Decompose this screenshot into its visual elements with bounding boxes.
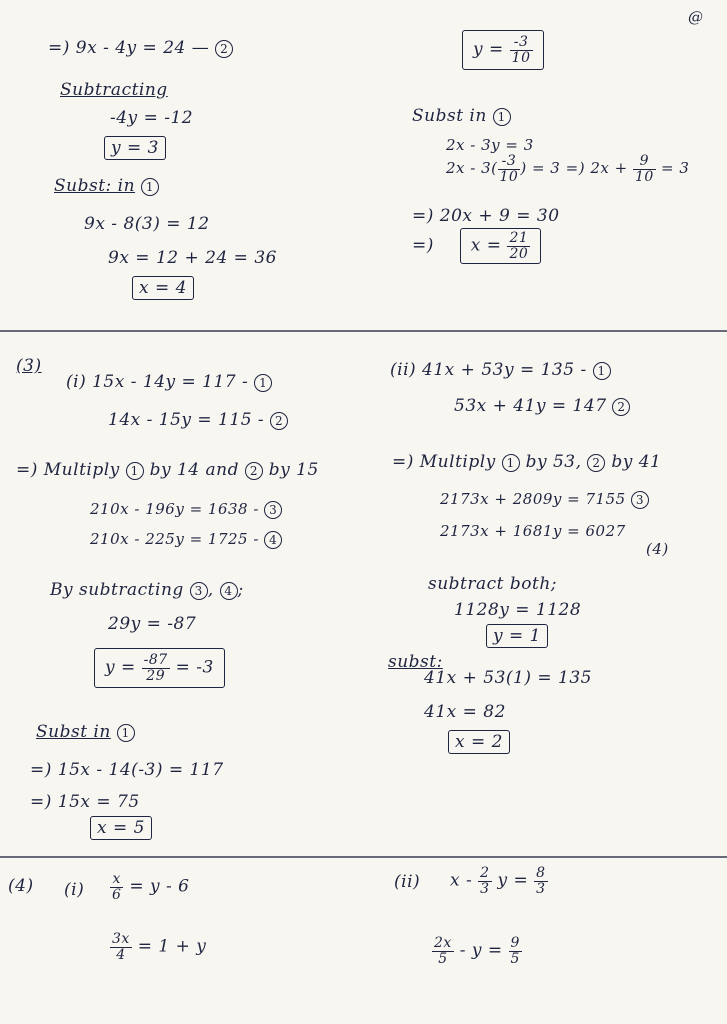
eq-label-circle: 2	[587, 454, 605, 472]
q4-eq-d: $\frac{2x}{5}$ - y = $\frac{9}{5}$	[434, 935, 520, 967]
q3-multiply: =) Multiply 1 by 14 and 2 by 15	[16, 460, 319, 480]
q4-eq-b: $\frac{3x}{4}$ = 1 + y	[112, 931, 207, 963]
tr-x-result: =) x = $\frac{21}{20}$	[412, 228, 541, 264]
q4-number: (4)	[8, 876, 34, 896]
tl-subtracting: Subtracting	[60, 80, 168, 100]
q3-29y: 29y = -87	[108, 614, 197, 634]
q3-y-result: y = $\frac{-87}{29}$ = -3	[94, 648, 225, 688]
tl-x-result: x = 4	[132, 278, 194, 298]
eq-label-circle: 2	[245, 462, 263, 480]
eq-label-circle: 3	[631, 491, 649, 509]
eq-label-circle: 2	[270, 412, 288, 430]
q3-number: (3)	[16, 356, 42, 376]
eq-label-circle: 2	[612, 398, 630, 416]
eq-label-circle: 3	[190, 582, 208, 600]
q3ii-eq7: 41x = 82	[424, 702, 506, 722]
section-divider	[0, 330, 727, 332]
q3-eq4: 210x - 225y = 1725 - 4	[90, 530, 282, 549]
corner-mark: @	[688, 8, 704, 26]
q3-s1: =) 15x - 14(-3) = 117	[30, 760, 224, 780]
eq-label-circle: 4	[220, 582, 238, 600]
q3ii-x-result: x = 2	[448, 732, 510, 752]
eq-label-circle: 1	[502, 454, 520, 472]
q3-s2: =) 15x = 75	[30, 792, 140, 812]
tr-eq1: 2x - 3y = 3	[446, 136, 534, 154]
q4-eq-c: x - $\frac{2}{3}$ y = $\frac{8}{3}$	[450, 865, 546, 897]
q3-x-result: x = 5	[90, 818, 152, 838]
q3-subst: Subst in 1	[36, 722, 135, 742]
tl-step2: 9x = 12 + 24 = 36	[108, 248, 277, 268]
tr-step-a: 2x - 3( $\frac{-3}{10}$ ) = 3 =) 2x + $\frac{9}{10}$ = 3	[446, 153, 690, 185]
q3ii-eq4: 2173x + 1681y = 6027	[440, 522, 626, 540]
q3-eq2: 14x - 15y = 115 - 2	[108, 410, 288, 430]
tr-y-result: y = $\frac{-3}{10}$	[462, 30, 544, 70]
q4-eq-a: $\frac{x}{6}$ = y - 6	[112, 871, 190, 903]
q3ii-multiply: =) Multiply 1 by 53, 2 by 41	[392, 452, 662, 472]
q4-part-i: (i)	[64, 880, 85, 900]
section-divider	[0, 856, 727, 858]
q3ii-sub-both: subtract both;	[428, 574, 558, 594]
eq-label-circle: 3	[264, 501, 282, 519]
eq-label-circle: 1	[117, 724, 135, 742]
eq-label-circle: 4	[264, 531, 282, 549]
tr-step-b: =) 20x + 9 = 30	[412, 206, 560, 226]
eq-label-circle: 1	[126, 462, 144, 480]
tl-subst: Subst: in 1	[54, 176, 159, 196]
tl-step1: 9x - 8(3) = 12	[84, 214, 210, 234]
q3ii-eq6: 41x + 53(1) = 135	[424, 668, 592, 688]
q3ii-eq4-label: (4)	[646, 540, 669, 558]
eq-label-circle: 2	[215, 40, 233, 58]
q3ii-subst: subst:	[388, 652, 443, 672]
eq-label-circle: 1	[254, 374, 272, 392]
q3ii-eq3: 2173x + 2809y = 7155 3	[440, 490, 649, 509]
tr-subst: Subst in 1	[412, 106, 511, 126]
q3-by-sub: By subtracting 3 , 4 ;	[50, 580, 244, 600]
q3-eq3: 210x - 196y = 1638 - 3	[90, 500, 282, 519]
tl-y-result: y = 3	[104, 138, 166, 158]
tl-eq2: =) 9x - 4y = 24 — 2	[48, 38, 233, 58]
q3ii-eq1: (ii) 41x + 53y = 135 - 1	[390, 360, 611, 380]
q3ii-y-result: y = 1	[486, 626, 548, 646]
eq-label-circle: 1	[593, 362, 611, 380]
eq-label-circle: 1	[141, 178, 159, 196]
q4-part-ii: (ii)	[394, 872, 421, 892]
tl-neg4y: -4y = -12	[110, 108, 194, 128]
q3ii-eq5: 1128y = 1128	[454, 600, 582, 620]
eq-label-circle: 1	[493, 108, 511, 126]
q3ii-eq2: 53x + 41y = 147 2	[454, 396, 630, 416]
q3-eq1: (i) 15x - 14y = 117 - 1	[66, 372, 272, 392]
